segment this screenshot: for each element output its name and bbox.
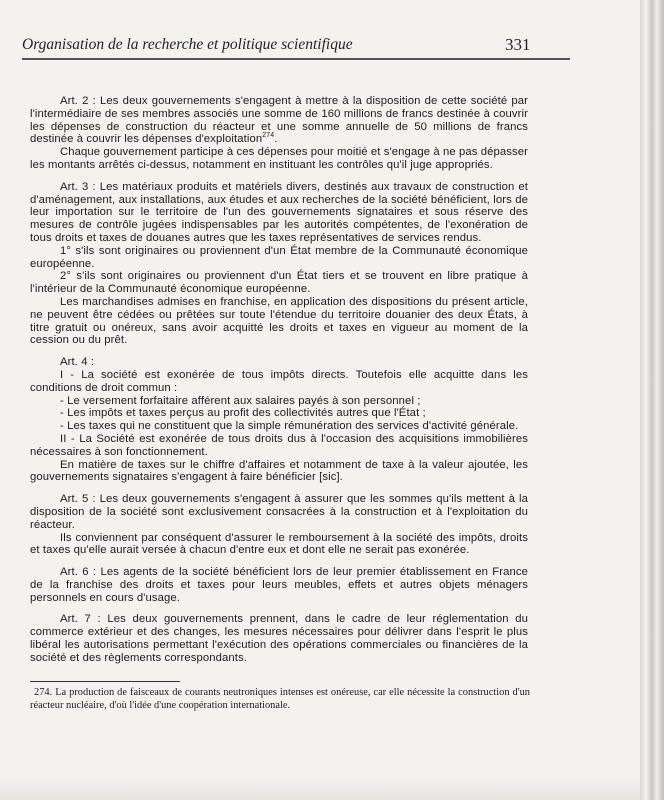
article-3-paragraph-1: Art. 3 : Les matériaux produits et matériels divers, destinés aux travaux de construction et d'aménagement, aux installations, aux études et aux recherches de la société bénéficient, lors de leur importation sur le territoire de l'un des gouvernements signataires et sous réserve des mesures de contrôle jugées indispensables par les autorités compétentes, de l'exonération de tous droits et taxes de douanes autres que les taxes représentatives de services rendus.: [30, 180, 528, 244]
footnote-274: 274. La production de faisceaux de courants neutroniques intenses est onéreuse, car elle nécessite la construction d'un réacteur nucléaire, d'où l'idée d'une coopération internationale.: [30, 687, 530, 711]
page-shadow: [0, 776, 640, 800]
article-3-paragraph-2: Les marchandises admises en franchise, en application des dispositions du présent article, ne peuvent être cédées ou prêtées sur toute l'étendue du territoire douanier des deux États, à titre gratuit ou onéreux, sans avoir acquitté les droits et taxes en vigueur au moment de la cession ou du prêt.: [30, 295, 528, 347]
running-title: Organisation de la recherche et politique scientifique: [22, 36, 353, 53]
footnote-rule: [30, 681, 180, 682]
article-4-item-1: - Le versement forfaitaire afférent aux salaires payés à son personnel ;: [60, 394, 421, 407]
article-3-item-2: 2° s'ils sont originaires ou proviennent d'un État tiers et se trouvent en libre pratique à l'intérieur de la Communauté économique européenne.: [30, 270, 528, 296]
footnote-reference: 274: [262, 132, 275, 140]
header-rule: [22, 58, 570, 60]
article-6-paragraph-1: Art. 6 : Les agents de la société bénéficient lors de leur premier établissement en France de la franchise des droits et taxes pour leurs meubles, effets et autres objets ménagers personnels en cours d'usage.: [30, 566, 528, 604]
article-4-item-2: - Les impôts et taxes perçus au profit des collectivités autres que l'État ;: [60, 407, 426, 420]
article-4-paragraph-3: En matière de taxes sur le chiffre d'affaires et notamment de taxe à la valeur ajoutée, les gouvernements signataires s'engagent à faire bénéficier [sic].: [30, 458, 528, 484]
page-number: 331: [505, 35, 531, 54]
article-2-paragraph-2: Chaque gouvernement participe à ces dépenses pour moitié et s'engage à ne pas dépasser les montants arrêtés ci-dessus, notamment en instituant les contrôles qu'il juge appropriés.: [30, 146, 528, 171]
page-stack-edge: [640, 0, 664, 800]
article-4-heading: Art. 4 :: [60, 356, 95, 369]
article-4-paragraph-2: II - La Société est exonérée de tous droits dus à l'occasion des acquisitions immobilières nécessaires à son fonctionnement.: [30, 432, 528, 458]
article-5-paragraph-2: Ils conviennent par conséquent d'assurer le remboursement à la société des impôts, droits et taxes qu'elle aurait versée à chacun d'entre eux et dont elle ne serait pas exonérée.: [30, 531, 528, 557]
article-7-paragraph-1: Art. 7 : Les deux gouvernements prennent, dans le cadre de leur réglementation du commerce extérieur et des changes, les mesures nécessaires pour délivrer dans l'esprit le plus libéral les autorisations permettant l'exécution des opérations commerciales ou financières de la société et des règlements correspondants.: [30, 613, 528, 664]
article-3-item-1: 1° s'ils sont originaires ou proviennent d'un État membre de la Communauté économique européenne.: [30, 244, 528, 270]
article-4-paragraph-1: I - La société est exonérée de tous impôts directs. Toutefois elle acquitte dans les conditions de droit commun :: [30, 368, 528, 394]
article-4-item-3: - Les taxes qui ne constituent que la simple rémunération des services d'activité générale.: [60, 420, 519, 433]
body-text: [30, 95, 528, 665]
article-2-paragraph-1: Art. 2 : Les deux gouvernements s'engagent à mettre à la disposition de cette société par l'intermédiaire de ses membres associés une somme de 160 millions de francs destinée à couvrir les dépenses de construction du réacteur et une somme annuelle de 50 millions de francs destinée à couvrir les dépenses d'exploitation$^{274}$.: [30, 95, 528, 146]
article-5-paragraph-1: Art. 5 : Les deux gouvernements s'engagent à assurer que les sommes qu'ils mettent à la disposition de la société sont exclusivement consacrées à la construction et à l'exploitation du réacteur.: [30, 493, 528, 531]
